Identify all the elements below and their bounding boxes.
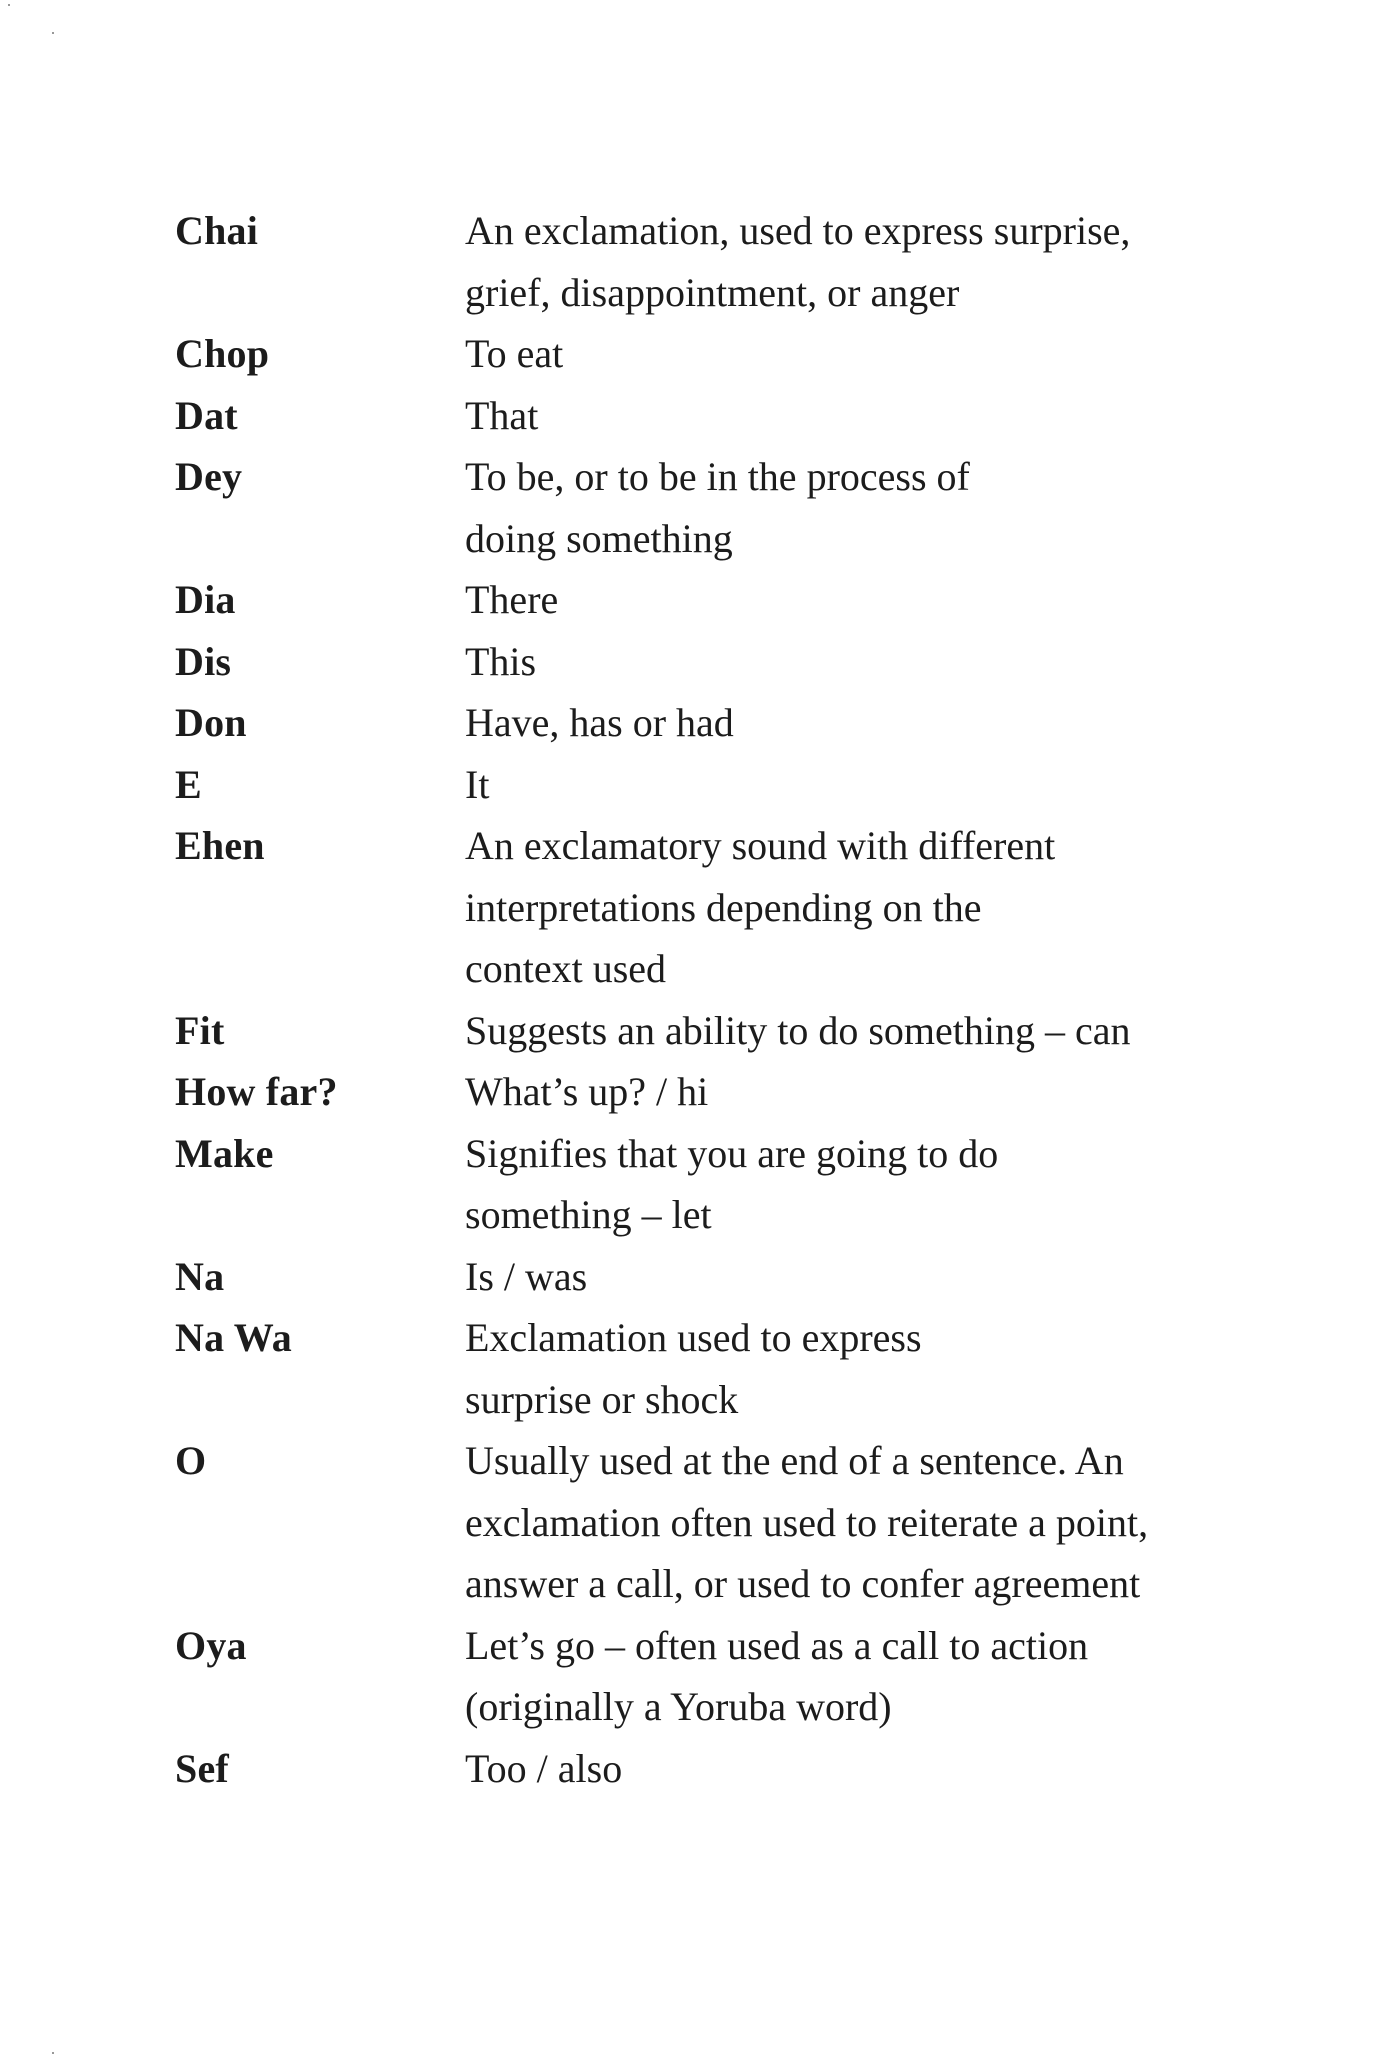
term: Sef [175, 1745, 229, 1791]
definition: Signifies that you are going to do something – let [465, 1130, 999, 1237]
term: Dey [175, 454, 243, 499]
scan-speck-top-2 [52, 32, 54, 34]
term: Chop [175, 331, 270, 376]
glossary-entry-dis [175, 631, 1235, 693]
glossary-entry-dat [175, 385, 1235, 447]
glossary-entry-sef [175, 1738, 1235, 1800]
term: How far? [175, 1069, 338, 1114]
definition: That [465, 392, 539, 438]
glossary-entry-o [175, 1430, 1235, 1615]
term: Na [175, 1253, 225, 1299]
definition: To eat [465, 331, 564, 376]
definition: To be, or to be in the process of doing something [465, 454, 970, 561]
scan-speck-bottom [52, 2052, 54, 2054]
term: O [175, 1438, 207, 1483]
definition: An exclamation, used to express surprise, grief, disappointment, or anger [465, 208, 1131, 315]
term: Don [175, 700, 247, 745]
definition: Exclamation used to express surprise or shock [465, 1315, 922, 1422]
term: Chai [175, 208, 259, 253]
definition: Usually used at the end of a sentence. An exclamation often used to reiterate a point, answer a call, or used to confer agreement [465, 1438, 1149, 1606]
definition: Suggests an ability to do something – can [465, 1007, 1131, 1053]
definition: Is / was [465, 1253, 588, 1299]
glossary-entry-na-wa [175, 1307, 1235, 1430]
definition: There [465, 577, 559, 622]
definition: Have, has or had [465, 700, 734, 745]
term: Fit [175, 1007, 225, 1053]
term: E [175, 761, 202, 807]
glossary-entry-ehen [175, 815, 1235, 1000]
definition: It [465, 761, 490, 807]
definition: What’s up? / hi [465, 1069, 709, 1114]
glossary-entry-chai [175, 200, 1235, 323]
definition: Let’s go – often used as a call to action (originally a Yoruba word) [465, 1622, 1089, 1729]
glossary-entry-don [175, 692, 1235, 754]
glossary-entry-make [175, 1123, 1235, 1246]
term: Make [175, 1130, 274, 1176]
term: Dat [175, 392, 238, 438]
term: Ehen [175, 823, 265, 868]
term: Dis [175, 638, 232, 684]
glossary-list [175, 200, 1235, 1799]
glossary-entry-na [175, 1246, 1235, 1308]
glossary-entry-how-far [175, 1061, 1235, 1123]
glossary-entry-dia [175, 569, 1235, 631]
term: Dia [175, 577, 236, 622]
glossary-entry-fit [175, 1000, 1235, 1062]
glossary-entry-dey [175, 446, 1235, 569]
glossary-entry-e [175, 754, 1235, 816]
definition: An exclamatory sound with different interpretations depending on the context used [465, 823, 1056, 991]
glossary-entry-oya [175, 1615, 1235, 1738]
term: Oya [175, 1622, 247, 1668]
scan-speck-top [8, 4, 10, 6]
term: Na Wa [175, 1315, 292, 1360]
definition: Too / also [465, 1745, 623, 1791]
glossary-entry-chop [175, 323, 1235, 385]
definition: This [465, 638, 537, 684]
